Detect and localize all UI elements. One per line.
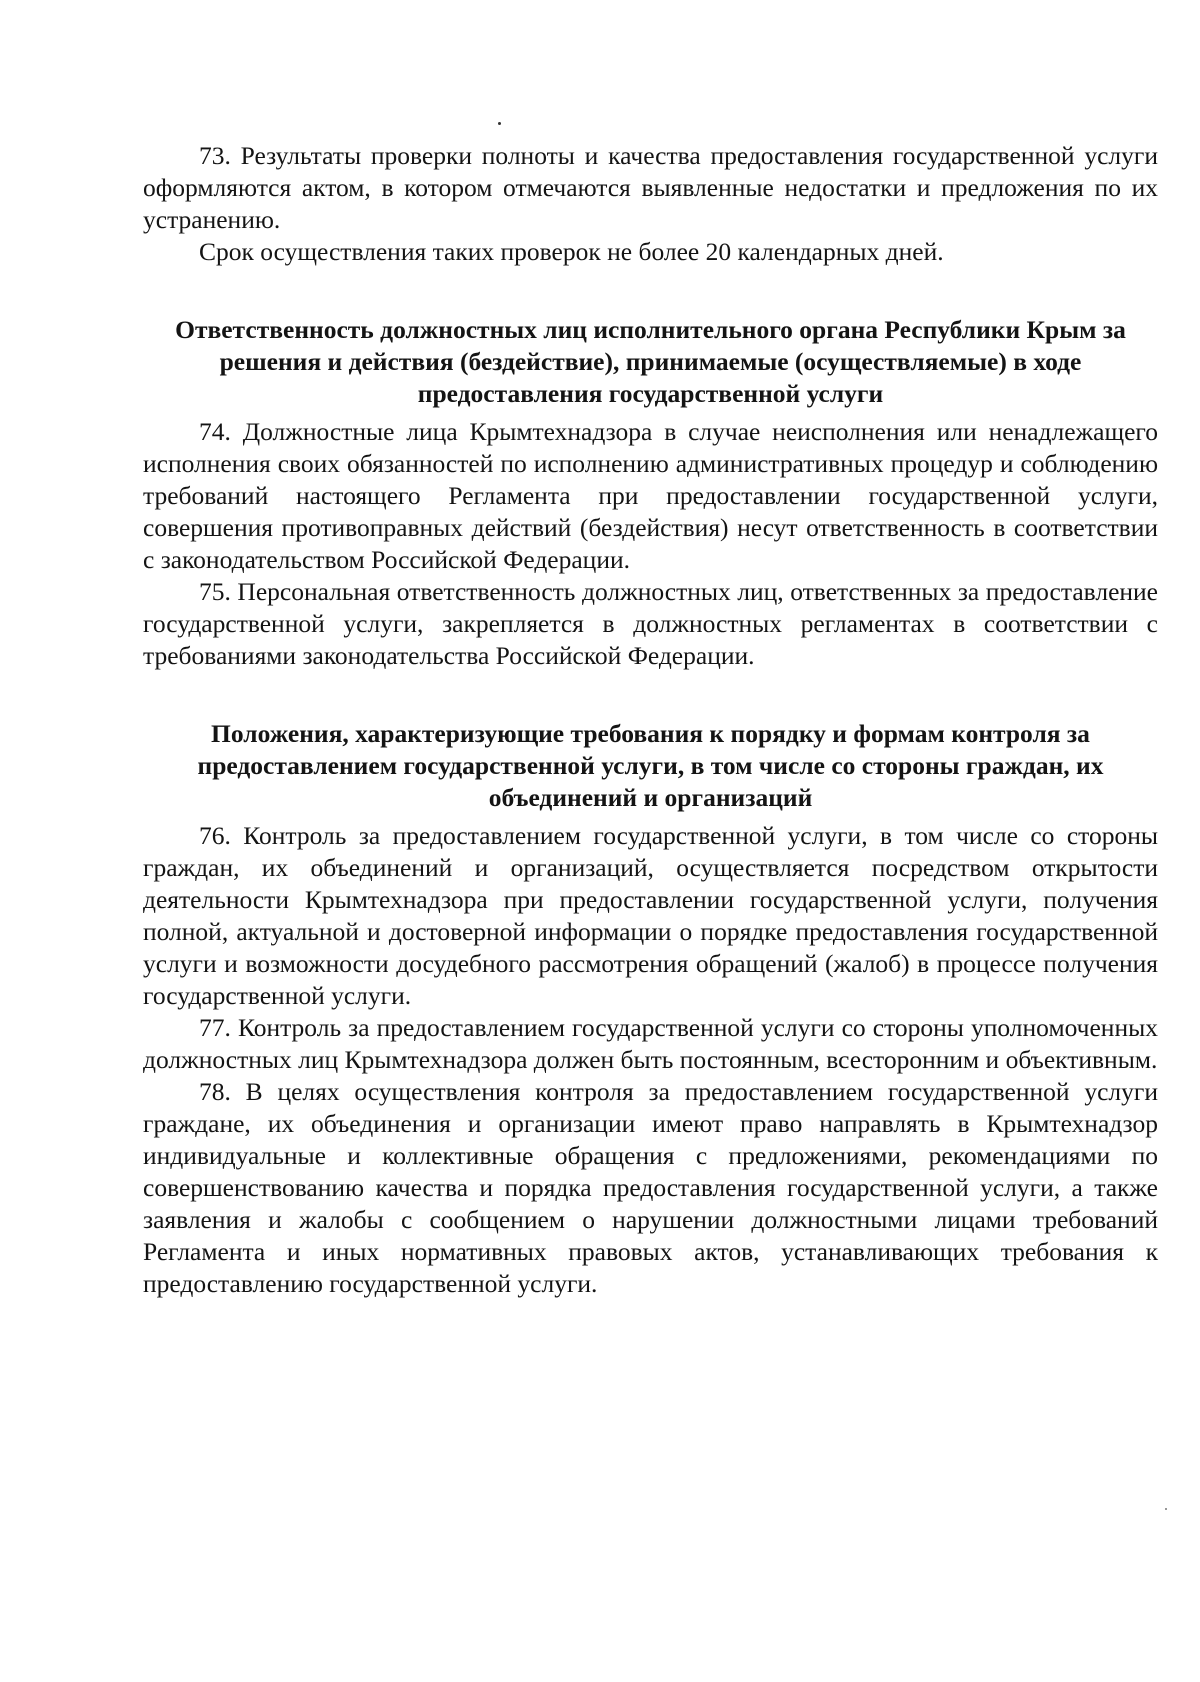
section-heading-responsibility: Ответственность должностных лиц исполнительного органа Республики Крым за решения и действия (бездействие), принимаемые (осуществляемые) в ходе предоставления государственной услуги bbox=[175, 315, 1126, 408]
paragraph-75: 75. Персональная ответственность должностных лиц, ответственных за предоставление государственной услуги, закрепляется в должностных регламентах в соответствии с требованиями законодательства Российской Федерации. bbox=[143, 577, 1158, 670]
paragraph-77: 77. Контроль за предоставлением государственной услуги со стороны уполномоченных должностных лиц Крымтехнадзора должен быть постоянным, всесторонним и объективным. bbox=[143, 1013, 1158, 1074]
paragraph-73-term: Срок осуществления таких проверок не более 20 календарных дней. bbox=[199, 237, 944, 266]
paragraph-78: 78. В целях осуществления контроля за предоставлением государственной услуги граждане, их объединения и организации имеют право направлять в Крымтехнадзор индивидуальные и коллективные обращения с предложениями, рекомендациями по совершенствованию качества и порядка предоставления государственной услуги, а также заявления и жалобы с сообщением о нарушении должностными лицами требований Регламента и иных нормативных правовых актов, устанавливающих требования к предоставлению государственной услуги. bbox=[143, 1077, 1158, 1298]
document-page bbox=[143, 140, 1158, 1300]
paragraph-74: 74. Должностные лица Крымтехнадзора в случае неисполнения или ненадлежащего исполнения своих обязанностей по исполнению административных процедур и соблюдению требований настоящего Регламента при предоставлении государственной услуги, совершения противоправных действий (бездействия) несут ответственность в соответствии с законодательством Российской Федерации. bbox=[143, 417, 1158, 574]
paragraph-73: 73. Результаты проверки полноты и качества предоставления государственной услуги оформляются актом, в котором отмечаются выявленные недостатки и предложения по их устранению. bbox=[143, 141, 1158, 234]
scan-artifact-dot bbox=[498, 122, 501, 125]
section-heading-control: Положения, характеризующие требования к порядку и формам контроля за предоставлением государственной услуги, в том числе со стороны граждан, их объединений и организаций bbox=[197, 719, 1104, 812]
scan-artifact-dot bbox=[1165, 1508, 1167, 1510]
spacer bbox=[143, 672, 1158, 718]
spacer bbox=[143, 268, 1158, 314]
paragraph-76: 76. Контроль за предоставлением государственной услуги, в том числе со стороны граждан, их объединений и организаций, осуществляется посредством открытости деятельности Крымтехнадзора при предоставлении государственной услуги, получения полной, актуальной и достоверной информации о порядке предоставления государственной услуги и возможности досудебного рассмотрения обращений (жалоб) в процессе получения государственной услуги. bbox=[143, 821, 1158, 1010]
